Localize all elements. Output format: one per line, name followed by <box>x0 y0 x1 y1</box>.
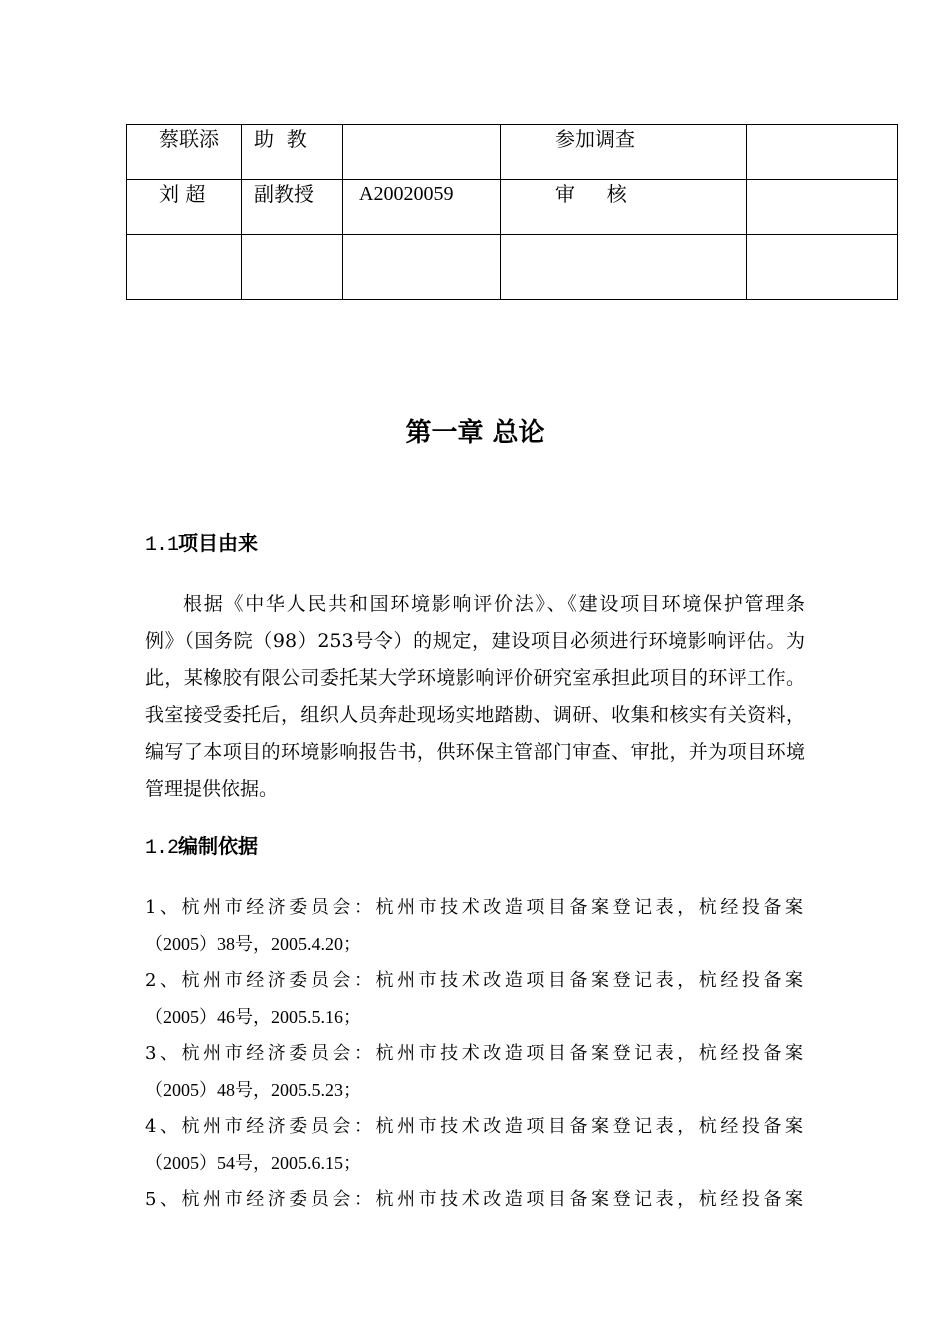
staff-cert-cell: A20020059 <box>343 180 501 235</box>
paragraph-line: 管理提供依据。 <box>145 778 279 800</box>
reference-list <box>145 890 805 1218</box>
chapter-title: 第一章 总论 <box>405 418 545 448</box>
table-row <box>127 125 898 180</box>
staff-sign-cell <box>747 235 898 300</box>
paragraph-line: 例》（国务院（98）253号令）的规定，建设项目必须进行环境影响评估。为 <box>145 630 805 652</box>
staff-role-cell <box>501 235 747 300</box>
list-item <box>145 1109 805 1182</box>
section-paragraph <box>145 586 805 808</box>
paragraph-line: 我室接受委托后，组织人员奔赴现场实地踏勘、调研、收集和核实有关资料， <box>145 704 805 726</box>
staff-title-cell: 助 教 <box>242 125 343 180</box>
paragraph-line: 此，某橡胶有限公司委托某大学环境影响评价研究室承担此项目的环评工作。 <box>145 667 805 689</box>
paragraph-line: 根据《中华人民共和国环境影响评价法》、《建设项目环境保护管理条 <box>183 593 805 615</box>
staff-role-cell: 审 核 <box>501 180 747 235</box>
section-heading <box>145 832 258 863</box>
staff-title-cell: 副教授 <box>242 180 343 235</box>
staff-table <box>126 124 898 300</box>
staff-name-cell: 蔡联添 <box>127 125 242 180</box>
reference-line: （2005）54号，2005.6.15； <box>145 1153 361 1173</box>
staff-cert-cell <box>343 235 501 300</box>
reference-line: 5、杭州市经济委员会：杭州市技术改造项目备案登记表，杭经投备案 <box>145 1189 805 1210</box>
table-row <box>127 180 898 235</box>
reference-line: 1、杭州市经济委员会：杭州市技术改造项目备案登记表，杭经投备案 <box>145 897 805 918</box>
list-item <box>145 1182 805 1218</box>
list-item <box>145 963 805 1036</box>
staff-sign-cell <box>747 180 898 235</box>
staff-cert-cell <box>343 125 501 180</box>
reference-line: 4、杭州市经济委员会：杭州市技术改造项目备案登记表，杭经投备案 <box>145 1116 805 1137</box>
table-row <box>127 235 898 300</box>
reference-line: 3、杭州市经济委员会：杭州市技术改造项目备案登记表，杭经投备案 <box>145 1043 805 1064</box>
section-number: 1.2 <box>145 837 179 860</box>
staff-name-cell <box>127 235 242 300</box>
section-title: 编制依据 <box>178 834 259 858</box>
list-item <box>145 1036 805 1109</box>
staff-name-cell: 刘 超 <box>127 180 242 235</box>
list-item <box>145 890 805 963</box>
reference-line: 2、杭州市经济委员会：杭州市技术改造项目备案登记表，杭经投备案 <box>145 970 805 991</box>
staff-title-cell <box>242 235 343 300</box>
staff-sign-cell <box>747 125 898 180</box>
paragraph-line: 编写了本项目的环境影响报告书，供环保主管部门审查、审批，并为项目环境 <box>145 741 805 763</box>
section-heading <box>145 529 258 560</box>
staff-role-cell: 参加调查 <box>501 125 747 180</box>
reference-line: （2005）48号，2005.5.23； <box>145 1080 361 1100</box>
reference-line: （2005）46号，2005.5.16； <box>145 1007 361 1027</box>
section-title: 项目由来 <box>178 531 259 555</box>
reference-line: （2005）38号，2005.4.20； <box>145 934 361 954</box>
section-number: 1.1 <box>145 534 179 557</box>
